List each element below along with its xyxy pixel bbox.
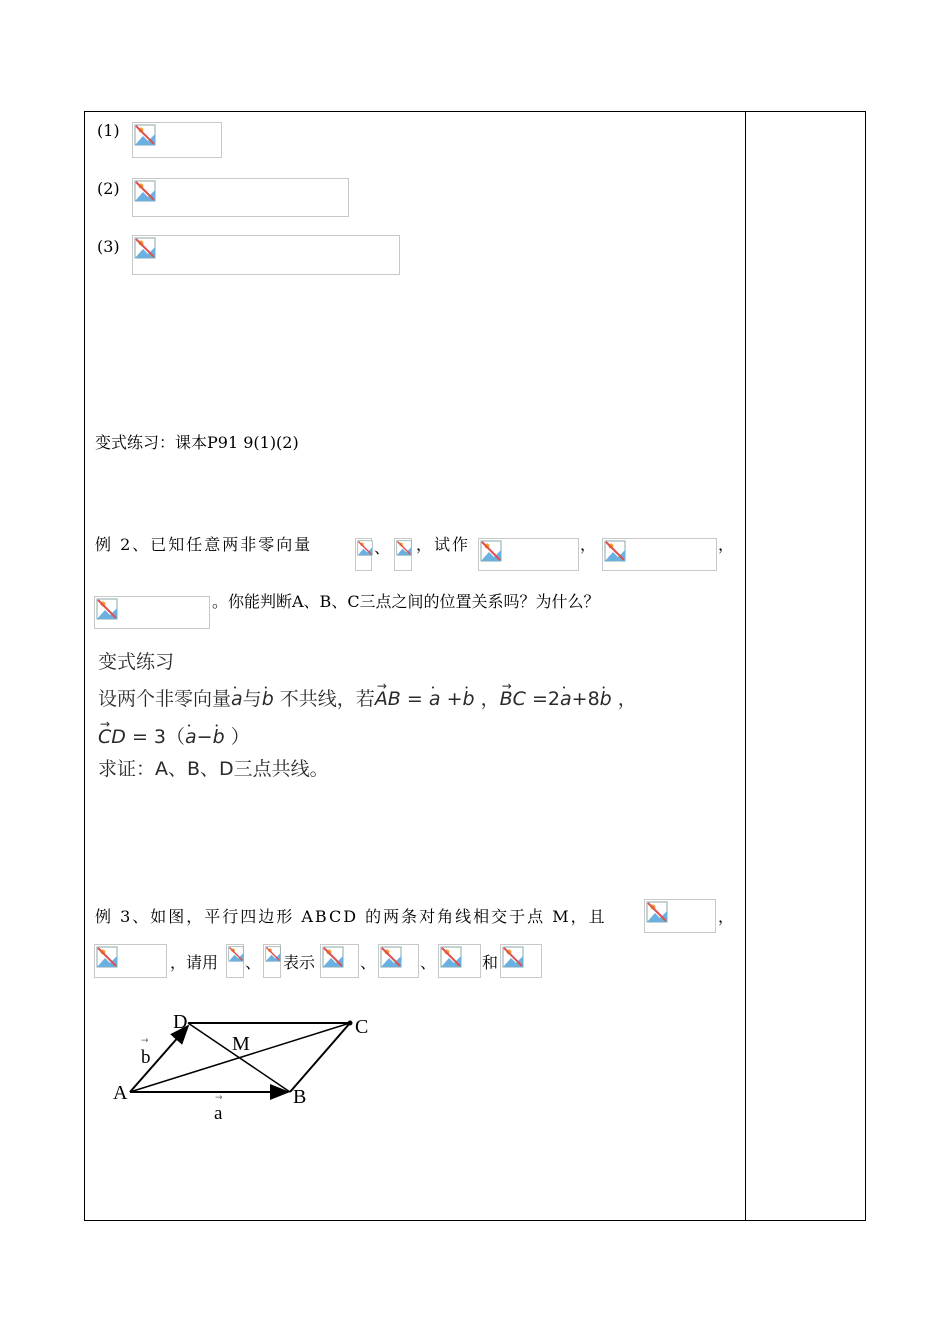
example2-comma1: ， xyxy=(580,535,597,554)
vector-b-image-2 xyxy=(263,944,281,978)
scan-line-1: 设两个非零向量• a与• b 不共线，若→ AB = • a +• b ，→ BC =2• a+8• b ， xyxy=(98,687,637,711)
point-b-label: B xyxy=(293,1086,307,1108)
broken-image-icon xyxy=(396,540,412,556)
item-label-3: (3) xyxy=(97,237,120,256)
scanned-variant-practice xyxy=(96,646,736,796)
vector-mb-image xyxy=(378,944,419,978)
example3-sep2: 、 xyxy=(360,953,377,972)
broken-image-icon xyxy=(502,946,524,968)
example2-sep2: ，试作 xyxy=(416,535,471,554)
example3-express: 表示 xyxy=(283,953,316,972)
broken-image-icon xyxy=(96,946,118,968)
vector-mc-image xyxy=(438,944,481,978)
scan-line-2: → CD = 3（• a−• b ） xyxy=(98,725,250,749)
broken-image-icon xyxy=(440,946,462,968)
formula-image-ob xyxy=(602,538,717,571)
broken-image-icon xyxy=(134,237,156,259)
point-d-label: D xyxy=(173,1011,188,1033)
vector-md-image xyxy=(500,944,542,978)
example2-intro: 例 2、已知任意两非零向量 xyxy=(95,535,313,554)
vector-ad-arrow xyxy=(130,1026,188,1092)
vector-b-image xyxy=(394,538,412,571)
broken-image-icon xyxy=(228,946,244,962)
scan-heading: 变式练习 xyxy=(98,651,175,673)
example3-intro: 例 3、如图，平行四边形 ABCD 的两条对角线相交于点 M，且 xyxy=(95,907,607,926)
broken-image-icon xyxy=(96,598,118,620)
example3-sep3: 、 xyxy=(420,953,437,972)
example2-comma2: ， xyxy=(718,535,735,554)
vector-a-arrow-mark: → xyxy=(215,1093,223,1103)
formula-image-1 xyxy=(132,122,222,158)
item-label-2: (2) xyxy=(97,179,120,198)
side-bc xyxy=(290,1023,350,1092)
formula-image-am xyxy=(644,899,716,933)
vector-ma-image xyxy=(320,944,359,978)
vector-b-label: b xyxy=(141,1047,151,1068)
broken-image-icon xyxy=(134,124,156,146)
broken-image-icon xyxy=(646,901,668,923)
item-label-1: (1) xyxy=(97,121,120,140)
variant-practice-1: 变式练习：课本P91 9(1)(2) xyxy=(95,433,299,452)
broken-image-icon xyxy=(134,180,156,202)
broken-image-icon xyxy=(265,946,281,962)
vector-a-image-2 xyxy=(226,944,244,978)
broken-image-icon xyxy=(604,540,626,562)
example3-comma: ， xyxy=(718,907,735,926)
formula-image-oa xyxy=(478,538,579,571)
vector-a-label: a xyxy=(214,1103,223,1124)
broken-image-icon xyxy=(322,946,344,968)
formula-image-3 xyxy=(132,235,400,275)
point-c-dot xyxy=(348,1021,353,1026)
formula-image-ad xyxy=(94,944,167,978)
column-divider xyxy=(745,111,746,1221)
point-a-label: A xyxy=(113,1082,128,1104)
broken-image-icon xyxy=(357,540,373,556)
example2-question: 。你能判断A、B、C三点之间的位置关系吗？为什么？ xyxy=(212,592,600,611)
broken-image-icon xyxy=(480,540,502,562)
example2-sep1: 、 xyxy=(374,538,391,557)
point-m-label: M xyxy=(232,1033,250,1055)
parallelogram-figure xyxy=(100,1005,400,1130)
broken-image-icon xyxy=(380,946,402,968)
example3-and: 和 xyxy=(482,953,499,972)
point-c-label: C xyxy=(355,1016,369,1038)
formula-image-2 xyxy=(132,178,349,217)
scan-line-3: 求证：A、B、D三点共线。 xyxy=(98,758,329,780)
formula-image-oc xyxy=(94,596,210,629)
vector-a-image xyxy=(355,538,372,571)
example3-use: ，请用 xyxy=(170,953,219,972)
example3-sep: 、 xyxy=(245,953,262,972)
vector-b-arrow-mark: → xyxy=(141,1036,149,1046)
